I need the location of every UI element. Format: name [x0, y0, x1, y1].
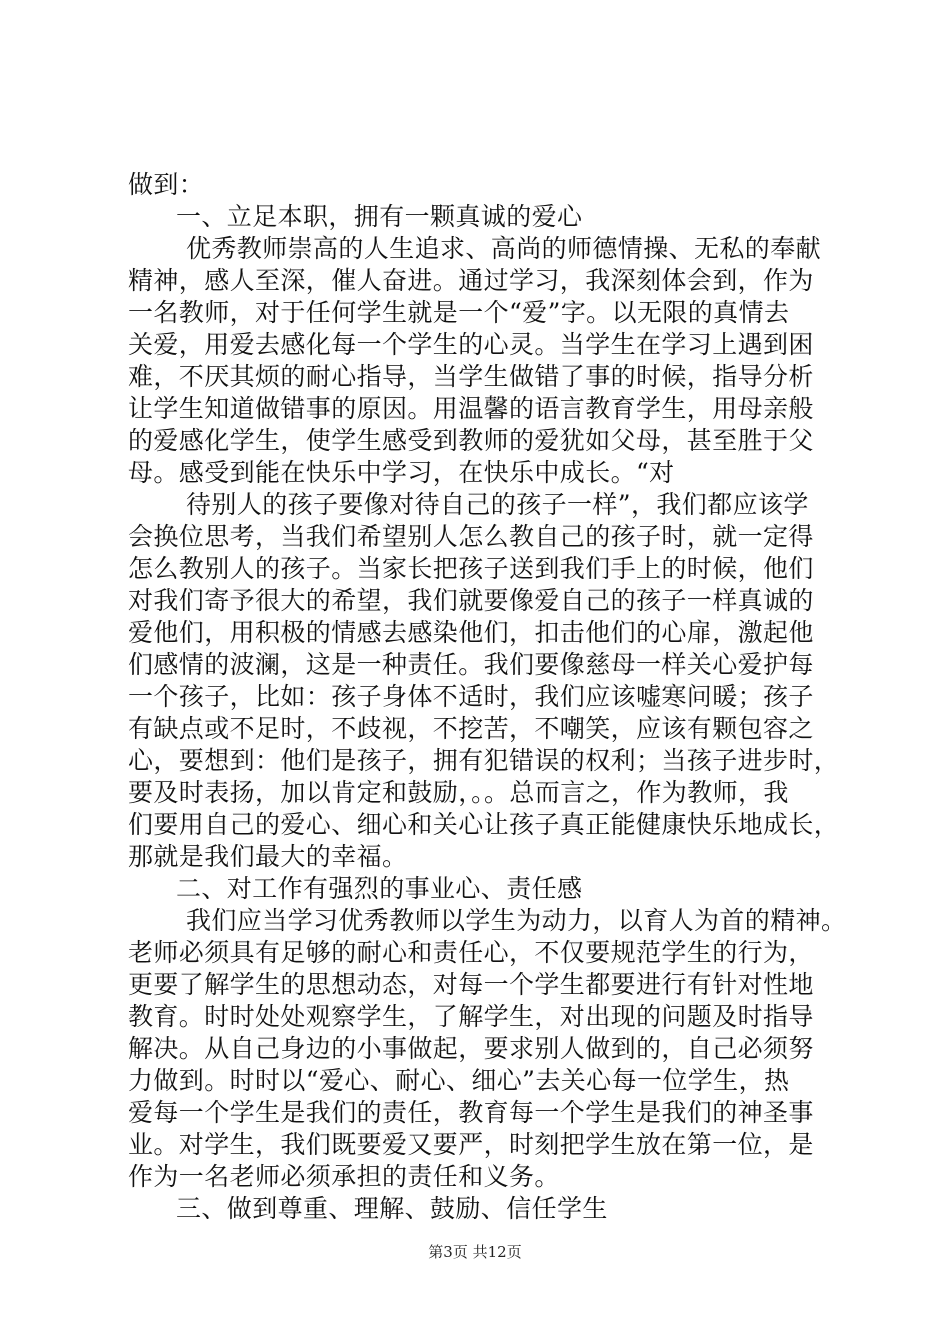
text-line: 做到： — [128, 170, 205, 199]
section-heading: 二、对工作有强烈的事业心、责任感 — [176, 874, 583, 903]
text-line: 一个孩子，比如：孩子身体不适时，我们应该嘘寒问暖；孩子 — [128, 682, 814, 711]
paragraph-first-line: 优秀教师崇高的人生追求、高尚的师德情操、无私的奉献 — [186, 234, 822, 263]
text-line: 们感情的波澜，这是一种责任。我们要像慈母一样关心爱护每 — [128, 650, 814, 679]
text-line: 精神，感人至深，催人奋进。通过学习，我深刻体会到，作为 — [128, 266, 814, 295]
text-line: 难，不厌其烦的耐心指导，当学生做错了事的时候，指导分析 — [128, 362, 814, 391]
page-number: 第3页 共12页 — [428, 1243, 522, 1261]
text-line: 会换位思考，当我们希望别人怎么教自己的孩子时，就一定得 — [128, 522, 814, 551]
text-line: 让学生知道做错事的原因。用温馨的语言教育学生，用母亲般 — [128, 394, 814, 423]
text-line: 力做到。时时以“爱心、耐心、细心”去关心每一位学生，热 — [128, 1066, 790, 1095]
text-line: 的爱感化学生，使学生感受到教师的爱犹如父母，甚至胜于父 — [128, 426, 814, 455]
text-line: 母。感受到能在快乐中学习，在快乐中成长。“对 — [128, 458, 675, 487]
section-heading: 三、做到尊重、理解、鼓励、信任学生 — [176, 1194, 608, 1223]
text-line: 解决。从自己身边的小事做起，要求别人做到的，自己必须努 — [128, 1034, 814, 1063]
text-line: 爱他们，用积极的情感去感染他们，扣击他们的心扉，激起他 — [128, 618, 814, 647]
document-body — [128, 169, 847, 1225]
text-line: 爱每一个学生是我们的责任，教育每一个学生是我们的神圣事 — [128, 1098, 814, 1127]
text-line: 教育。时时处处观察学生，了解学生，对出现的问题及时指导 — [128, 1002, 814, 1031]
text-line: 要及时表扬，加以肯定和鼓励，。。总而言之，作为教师，我 — [128, 778, 789, 807]
text-line: 有缺点或不足时，不歧视，不挖苦，不嘲笑，应该有颗包容之 — [128, 714, 814, 743]
text-line: 们要用自己的爱心、细心和关心让孩子真正能健康快乐地成长， — [128, 810, 840, 839]
text-line: 心，要想到：他们是孩子，拥有犯错误的权利；当孩子进步时， — [128, 746, 840, 775]
paragraph-first-line: 我们应当学习优秀教师以学生为动力，以育人为首的精神。 — [186, 906, 847, 935]
text-line: 一名教师，对于任何学生就是一个“爱”字。以无限的真情去 — [128, 298, 790, 327]
paragraph-first-line: 待别人的孩子要像对待自己的孩子一样”，我们都应该学 — [186, 490, 809, 519]
text-line: 怎么教别人的孩子。当家长把孩子送到我们手上的时候，他们 — [128, 554, 814, 583]
text-line: 更要了解学生的思想动态，对每一个学生都要进行有针对性地 — [128, 970, 814, 999]
text-line: 那就是我们最大的幸福。 — [128, 842, 408, 871]
text-line: 作为一名老师必须承担的责任和义务。 — [128, 1162, 560, 1191]
text-line: 老师必须具有足够的耐心和责任心，不仅要规范学生的行为， — [128, 938, 814, 967]
text-line: 业。对学生，我们既要爱又要严，时刻把学生放在第一位，是 — [128, 1130, 814, 1159]
text-line: 关爱，用爱去感化每一个学生的心灵。当学生在学习上遇到困 — [128, 330, 814, 359]
text-line: 对我们寄予很大的希望，我们就要像爱自己的孩子一样真诚的 — [128, 586, 814, 615]
section-heading: 一、立足本职，拥有一颗真诚的爱心 — [176, 202, 583, 231]
